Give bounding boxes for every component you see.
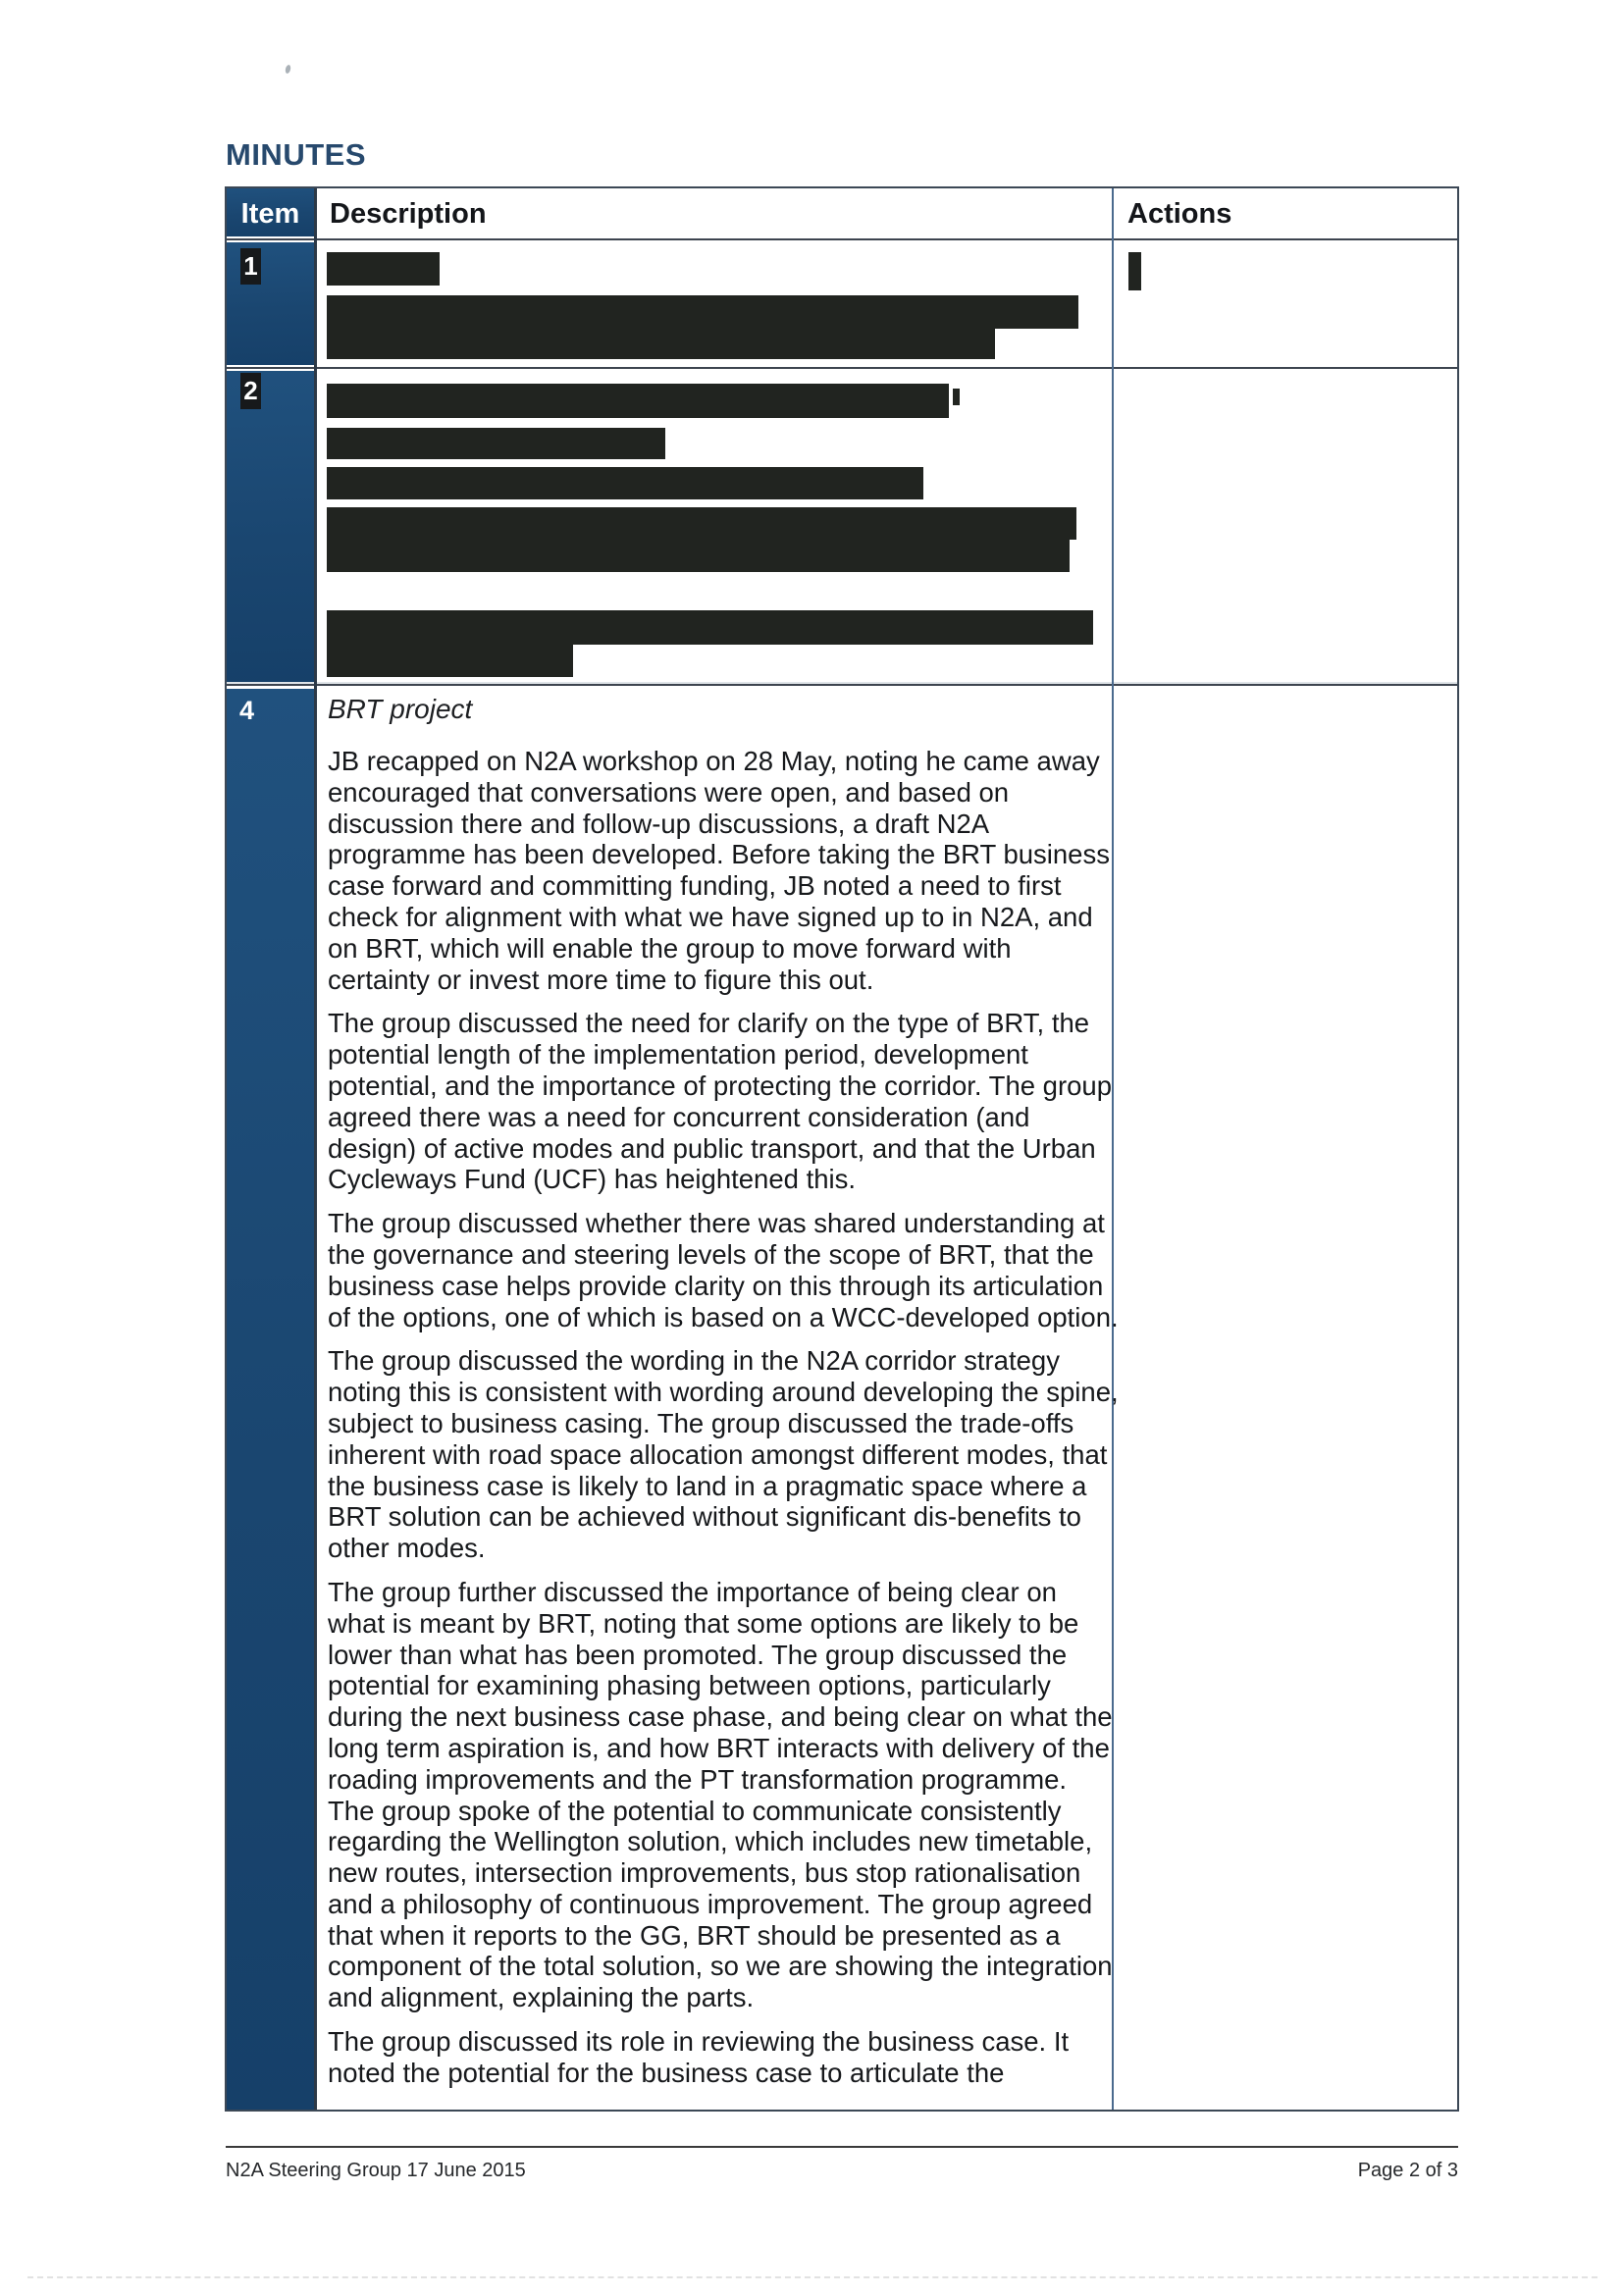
row1-row2-divider xyxy=(227,367,1457,369)
item4-paragraphs xyxy=(328,746,1119,2089)
redaction-bar xyxy=(953,389,960,405)
redaction-bar xyxy=(327,645,573,677)
redaction-bar xyxy=(327,252,440,286)
redaction-bar xyxy=(327,384,949,418)
scan-artifact-line xyxy=(27,2276,1597,2278)
redaction-bar xyxy=(327,507,1076,540)
minutes-paragraph: The group discussed the wording in the N2A corridor strategy noting this is consistent with wording around developing the spine, subject to business casing. The group discussed the trade-offs inherent with road space allocation amongst different modes, that the business case is likely to land in a pragmatic space where a BRT solution can be achieved without significant dis-benefits to other modes. xyxy=(328,1345,1119,1564)
row2-row4-divider xyxy=(227,684,1457,686)
column-header-actions: Actions xyxy=(1127,198,1232,230)
footer-document-title: N2A Steering Group 17 June 2015 xyxy=(226,2160,526,2181)
item-number-1: 1 xyxy=(240,248,261,285)
item-description-divider xyxy=(314,188,317,2110)
redaction-bar xyxy=(327,295,1078,329)
item-number-4: 4 xyxy=(239,696,255,725)
redaction-bar xyxy=(327,540,1070,572)
footer-rule xyxy=(226,2146,1458,2148)
scan-artifact-dot xyxy=(285,65,291,75)
redaction-bar xyxy=(327,428,665,459)
footer-page-number: Page 2 of 3 xyxy=(1357,2160,1458,2181)
redaction-bar xyxy=(1128,252,1141,290)
minutes-paragraph: The group further discussed the importance of being clear on what is meant by BRT, noting that some options are likely to be lower than what has been promoted. The group discussed the potential for examining phasing between options, particularly during the next business case phase, and being clear on what the long term aspiration is, and how BRT interacts with delivery of the roading improvements and the PT transformation programme. The group spoke of the potential to communicate consistently regarding the Wellington solution, which includes new timetable, new routes, intersection improvements, bus stop rationalisation and a philosophy of continuous improvement. The group agreed that when it reports to the GG, BRT should be presented as a component of the total solution, so we are showing the integration and alignment, explaining the parts. xyxy=(328,1576,1113,2013)
minutes-paragraph: The group discussed its role in reviewing the business case. It noted the potential for the business case to articulate the xyxy=(328,2026,1070,2088)
redaction-bar xyxy=(327,467,923,499)
item-column-row2-cell xyxy=(227,371,314,683)
redaction-bar xyxy=(327,610,1093,645)
header-row-divider xyxy=(227,238,1457,240)
column-header-item: Item xyxy=(240,198,300,230)
page-title: MINUTES xyxy=(226,137,366,172)
minutes-paragraph: The group discussed the need for clarify on the type of BRT, the potential length of the implementation period, development potential, and the importance of protecting the corridor. The group agreed there was a need for concurrent consideration (and design) of active modes and public transport, and that the Urban Cycleways Fund (UCF) has heightened this. xyxy=(328,1008,1113,1195)
minutes-paragraph: The group discussed whether there was shared understanding at the governance and steering levels of the scope of BRT, that the business case helps provide clarity on this through its articulation of the options, one of which is based on a WCC-developed option. xyxy=(328,1208,1119,1332)
minutes-paragraph: JB recapped on N2A workshop on 28 May, noting he came away encouraged that conversations were open, and based on discussion there and follow-up discussions, a draft N2A programme has been developed. Before taking the BRT business case forward and committing funding, JB noted a need to first check for alignment with what we have signed up to in N2A, and on BRT, which will enable the group to move forward with certainty or invest more time to figure this out. xyxy=(328,746,1110,995)
item-column-row4-cell xyxy=(227,689,314,2110)
item-number-2: 2 xyxy=(240,373,261,409)
redaction-bar xyxy=(327,329,995,359)
item4-description-cell xyxy=(328,693,1119,2110)
column-header-description: Description xyxy=(330,198,487,230)
item4-title: BRT project xyxy=(328,694,473,724)
